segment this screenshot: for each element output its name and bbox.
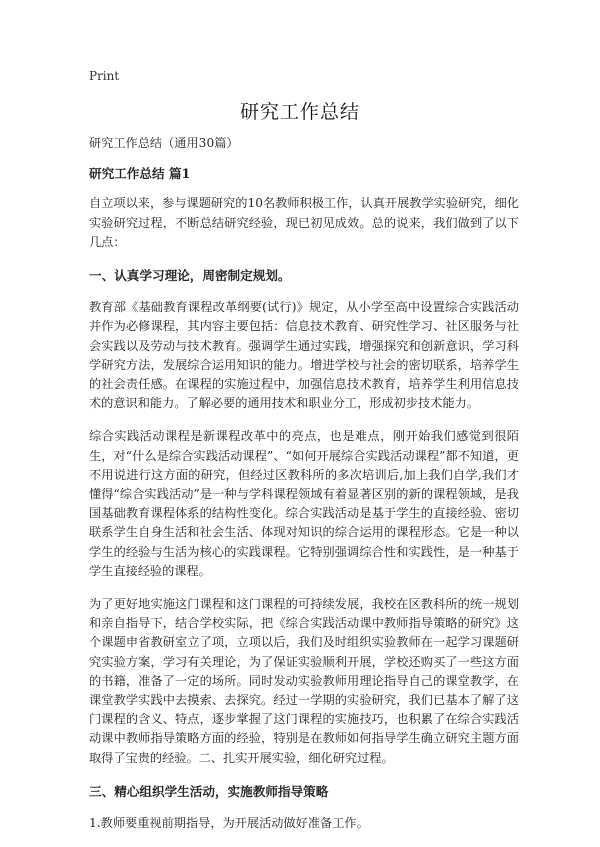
page-title: 研究工作总结 — [239, 101, 360, 123]
document-subtitle: 研究工作总结（通用30篇） — [89, 136, 239, 150]
print-link[interactable]: Print — [89, 69, 120, 83]
paragraph-curriculum-outline: 教育部《基础教育课程改革纲要(试行)》规定，从小学至高中设置综合实践活动并作为必修课程，其内容主要包括：信息技术教育、研究性学习、社区服务与社会实践以及劳动与技术教育。强调学生通过实践，增强探究和创新意识，学习科学研究方法，发展综合运用知识的能力。增进学校与社会的密切联系，培养学生的社会责任感。在课程的实施过程中，加强信息技术教育，培养学生利用信息技术的意识和能力。了解必要的通用技术和职业分工，形成初步技术能力。 — [89, 300, 519, 411]
section-title: 研究工作总结 篇1 — [89, 166, 191, 182]
paragraph-preparation: 1.教师要重视前期指导，为开展活动做好准备工作。 — [89, 816, 369, 831]
intro-paragraph: 自立项以来，参与课题研究的10名教师积极工作，认真开展教学实验研究，细化实验研究过程，不断总结研究经验，现已初见成效。总的说来，我们做到了以下几点： — [89, 196, 519, 249]
heading-3: 三、精心组织学生活动，实施教师指导策略 — [89, 783, 329, 799]
document-body — [89, 134, 519, 847]
heading-1: 一、认真学习理论，周密制定规划。 — [89, 268, 291, 284]
paragraph-practice-course: 综合实践活动课程是新课程改革中的亮点，也是难点，刚开始我们感觉到很陌生，对“什么是综合实践活动课程”、“如何开展综合实践活动课程”都不知道，更不用说进行这方面的研究，但经过区教科所的多次培训后,加上我们自学,我们才懂得“综合实践活动”是一种与学科课程领域有着显著区别的新的课程领域，是我国基础教育课程体系的结构性变化。综合实践活动是基于学生的直接经验、密切联系学生自身生活和社会生活、体现对知识的综合运用的课程形态。它是一种以学生的经验与生活为核心的实践课程。它特别强调综合性和实践性，是一种基于学生直接经验的课程。 — [89, 429, 519, 578]
paragraph-implementation: 为了更好地实施这门课程和这门课程的可持续发展，我校在区教科所的统一规划和亲自指导下，结合学校实际，把《综合实践活动课中教师指导策略的研究》这个课题申省教研室立了项，立项以后，我们及时组织实验教师在一起学习课题研究实验方案，学习有关理论，为了保证实验顺利开展，学校还购买了一些这方面的书籍，准备了一定的场所。同时发动实验教师用理论指导自己的课堂教学，在课堂教学实践中去摸索、去探究。经过一学期的实验研究，我们已基本了解了这门课程的含义、特点，逐步掌握了这门课程的实施技巧，也积累了在综合实践活动课中教师指导策略方面的经验，特别是在教师如何指导学生确立研究主题方面取得了宝贵的经验。二、扎实开展实验，细化研究过程。 — [89, 597, 519, 765]
